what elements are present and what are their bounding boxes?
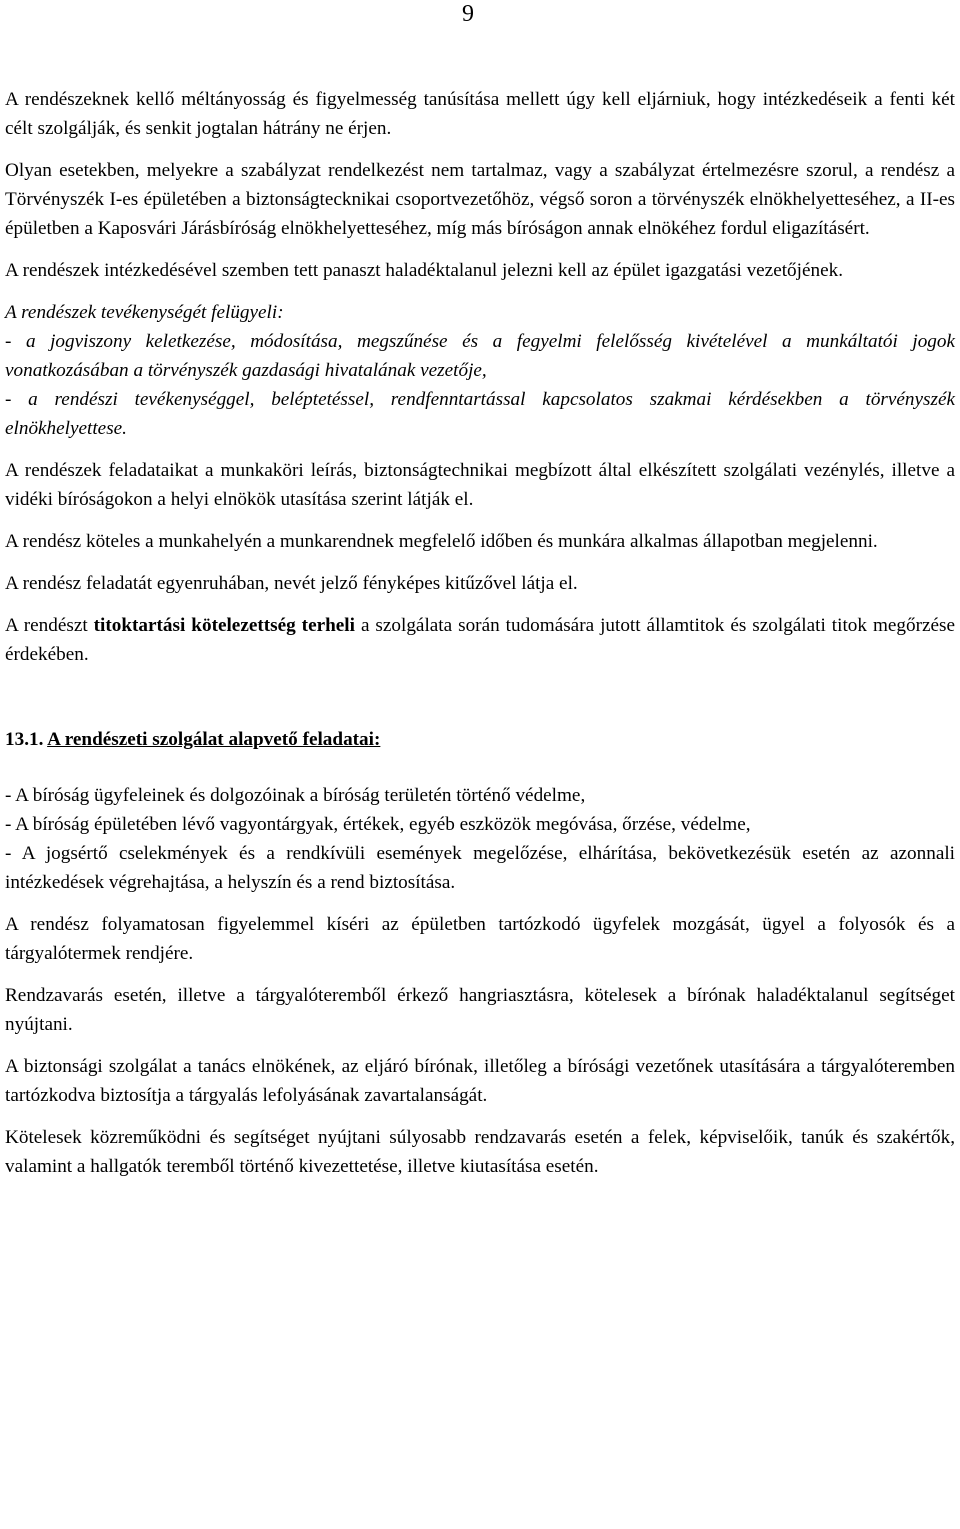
paragraph-duties-basis: A rendészek feladataikat a munkaköri leírás, biztonságtechnikai megbízott által elkészített szolgálati vezénylés, illetve a vidéki bíróságokon a helyi elnökök utasítása szerint látják el. <box>5 460 955 510</box>
duty-item-prevention: - A jogsértő cselekmények és a rendkívüli események megelőzése, elhárítása, bekövetkezésük esetén az azonnali intézkedések végrehajtása, a helyszín és a rend biztosítása. <box>5 843 955 893</box>
confidentiality-emphasis: titoktartási kötelezettség terheli <box>93 615 355 636</box>
section-heading <box>5 725 955 754</box>
paragraph-guidance: Olyan esetekben, melyekre a szabályzat rendelkezést nem tartalmaz, vagy a szabályzat értelmezésre szorul, a rendész a Törvényszék I-es épületében a biztonságtecknikai csoportvezetőhöz, végső soron a törvényszék elnökhelyetteséhez, a II-es épületben a Kaposvári Járásbíróság elnökhelyetteséhez, míg más bíróságon annak elnökéhez fordul eligazításért. <box>5 160 955 239</box>
section-title: A rendészeti szolgálat alapvető feladatai: <box>47 729 381 750</box>
section-number: 13.1. <box>5 729 44 750</box>
duty-item-property: - A bíróság épületében lévő vagyontárgyak, értékek, egyéb eszközök megóvása, őrzése, védelme, <box>5 814 751 835</box>
paragraph-fairness: A rendészeknek kellő méltányosság és figyelmesség tanúsítása mellett úgy kell eljárniuk, hogy intézkedéseik a fenti két célt szolgálják, és senkit jogtalan hátrány ne érjen. <box>5 89 955 139</box>
paragraph-monitoring: A rendész folyamatosan figyelemmel kíséri az épületben tartózkodó ügyfelek mozgását, ügyel a folyosók és a tárgyalótermek rendjére. <box>5 914 955 964</box>
duty-item-protection: - A bíróság ügyfeleinek és dolgozóinak a bíróság területén történő védelme, <box>5 785 586 806</box>
supervision-item-employer: - a jogviszony keletkezése, módosítása, megszűnése és a fegyelmi felelősség kivételével a munkáltatói jogok vonatkozásában a törvényszék gazdasági hivatalának vezetője, <box>5 331 955 381</box>
document-body <box>5 85 955 1181</box>
page-number: 9 <box>462 1 474 27</box>
paragraph-confidentiality <box>5 611 955 669</box>
paragraph-cooperation: Kötelesek közreműködni és segítséget nyújtani súlyosabb rendzavarás esetén a felek, képviselőik, tanúk és szakértők, valamint a hallgatók teremből történő kivezettetése, illetve kiutasítása esetén. <box>5 1127 955 1177</box>
paragraph-complaints: A rendészek intézkedésével szemben tett panaszt haladéktalanul jelezni kell az épület igazgatási vezetőjének. <box>5 260 843 281</box>
supervision-intro: A rendészek tevékenységét felügyeli: <box>5 302 284 323</box>
paragraph-uniform: A rendész feladatát egyenruhában, nevét jelző fényképes kitűzővel látja el. <box>5 573 578 594</box>
duties-list <box>5 781 955 897</box>
confidentiality-post: a szolgálata során tudomására jutott államtitok és szolgálati titok megőrzése érdekében. <box>5 615 955 665</box>
paragraph-attendance: A rendész köteles a munkahelyén a munkarendnek megfelelő időben és munkára alkalmas állapotban megjelenni. <box>5 531 878 552</box>
paragraph-courtroom-security: A biztonsági szolgálat a tanács elnökének, az eljáró bírónak, illetőleg a bírósági vezetőnek utasítására a tárgyalóteremben tartózkodva biztosítja a tárgyalás lefolyásának zavartalanságát. <box>5 1056 955 1106</box>
paragraph-disturbance: Rendzavarás esetén, illetve a tárgyalóteremből érkező hangriasztásra, kötelesek a bírónak haladéktalanul segítséget nyújtani. <box>5 985 955 1035</box>
supervision-block <box>5 298 955 443</box>
confidentiality-pre: A rendészt <box>5 615 94 636</box>
supervision-item-professional: - a rendészi tevékenységgel, beléptetéssel, rendfenntartással kapcsolatos szakmai kérdésekben a törvényszék elnökhelyettese. <box>5 389 955 439</box>
